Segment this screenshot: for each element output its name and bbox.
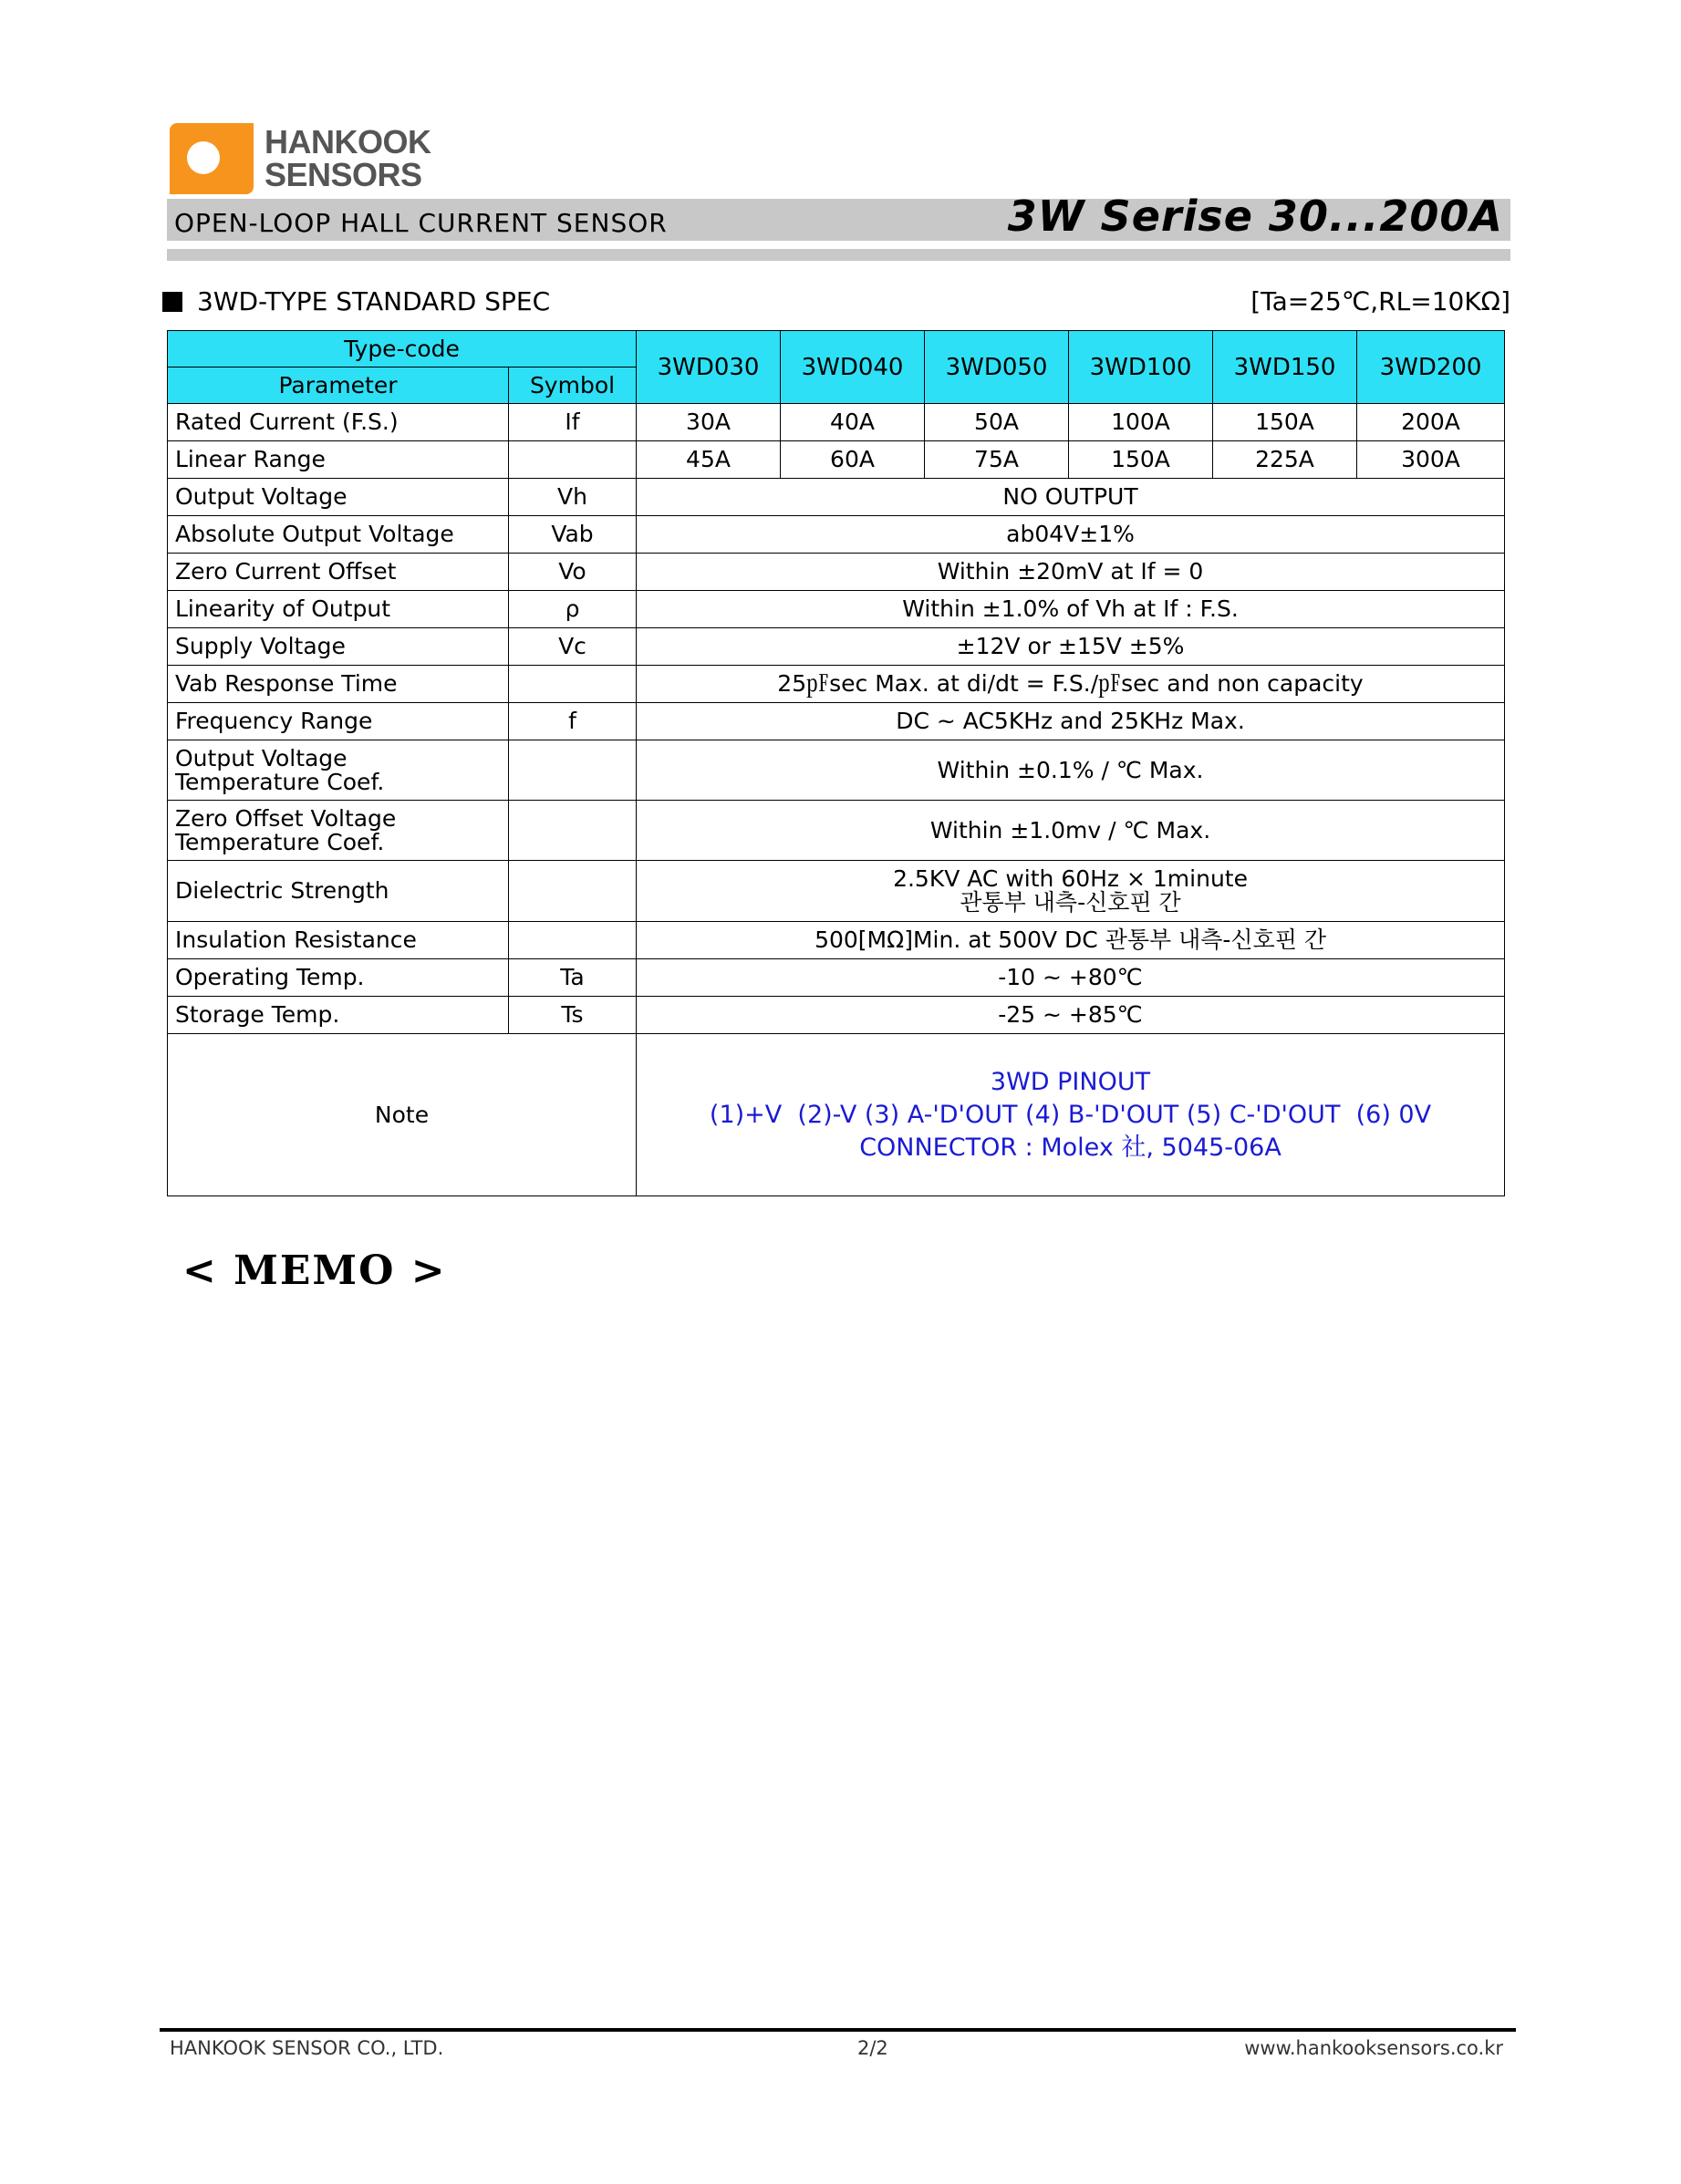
value-cell: 500[MΩ]Min. at 500V DC 관통부 내측-신호핀 간 bbox=[637, 922, 1505, 959]
type-code-header: Type-code bbox=[168, 331, 637, 367]
table-row bbox=[168, 997, 1505, 1034]
param-cell: Supply Voltage bbox=[168, 628, 509, 666]
value-cell: 300A bbox=[1357, 441, 1505, 479]
table-row bbox=[168, 801, 1505, 861]
param-cell: Linear Range bbox=[168, 441, 509, 479]
value-cell: 60A bbox=[781, 441, 925, 479]
logo-mark-icon bbox=[170, 123, 254, 194]
value-cell: Within ±0.1% / ℃ Max. bbox=[637, 740, 1505, 801]
table-row bbox=[168, 516, 1505, 554]
pinout-list: (1)+V (2)-V (3) A-'D'OUT (4) B-'D'OUT (5) C-'D'OUT (6) 0V bbox=[709, 1100, 1432, 1129]
footer-page-number: 2/2 bbox=[857, 2037, 888, 2059]
value-cell: Within ±20mV at If = 0 bbox=[637, 554, 1505, 591]
value-cell: 25㎊sec Max. at di/dt = F.S./㎊sec and non capacity bbox=[637, 666, 1505, 703]
spec-table bbox=[167, 330, 1505, 1196]
value-cell: Within ±1.0% of Vh at If : F.S. bbox=[637, 591, 1505, 628]
param-cell: Storage Temp. bbox=[168, 997, 509, 1034]
value-cell: 2.5KV AC with 60Hz × 1minute 관통부 내측-신호핀 간 bbox=[637, 861, 1505, 922]
table-row bbox=[168, 554, 1505, 591]
table-row bbox=[168, 740, 1505, 801]
pinout-title: 3WD PINOUT bbox=[990, 1067, 1151, 1096]
value-cell: 150A bbox=[1213, 404, 1357, 441]
header-band bbox=[167, 191, 1510, 241]
value-cell: ab04V±1% bbox=[637, 516, 1505, 554]
table-row bbox=[168, 703, 1505, 740]
symbol-cell bbox=[509, 861, 637, 922]
note-label: Note bbox=[168, 1034, 637, 1196]
symbol-cell: Vh bbox=[509, 479, 637, 516]
table-row bbox=[168, 861, 1505, 922]
test-conditions: [Ta=25℃,RL=10KΩ] bbox=[1250, 286, 1510, 316]
value-cell: 50A bbox=[925, 404, 1069, 441]
symbol-cell bbox=[509, 666, 637, 703]
company-logo bbox=[170, 123, 431, 194]
header-rule bbox=[167, 249, 1510, 261]
param-cell: Insulation Resistance bbox=[168, 922, 509, 959]
table-row bbox=[168, 479, 1505, 516]
header-subtitle: OPEN-LOOP HALL CURRENT SENSOR bbox=[174, 208, 668, 238]
symbol-cell: f bbox=[509, 703, 637, 740]
footer-rule bbox=[160, 2028, 1516, 2032]
footer-website: www.hankooksensors.co.kr bbox=[1244, 2037, 1503, 2059]
symbol-cell: Ta bbox=[509, 959, 637, 997]
symbol-cell: Vc bbox=[509, 628, 637, 666]
value-cell: Within ±1.0mv / ℃ Max. bbox=[637, 801, 1505, 861]
value-cell: 150A bbox=[1069, 441, 1213, 479]
model-header: 3WD040 bbox=[781, 331, 925, 404]
param-cell: Operating Temp. bbox=[168, 959, 509, 997]
model-header: 3WD200 bbox=[1357, 331, 1505, 404]
table-row bbox=[168, 666, 1505, 703]
symbol-cell bbox=[509, 740, 637, 801]
value-cell: DC ~ AC5KHz and 25KHz Max. bbox=[637, 703, 1505, 740]
model-header: 3WD100 bbox=[1069, 331, 1213, 404]
parameter-header: Parameter bbox=[168, 367, 509, 404]
symbol-header: Symbol bbox=[509, 367, 637, 404]
param-cell: Rated Current (F.S.) bbox=[168, 404, 509, 441]
table-row bbox=[168, 441, 1505, 479]
value-cell: -25 ~ +85℃ bbox=[637, 997, 1505, 1034]
table-row bbox=[168, 628, 1505, 666]
logo-text: HANKOOK SENSORS bbox=[265, 123, 431, 193]
model-header: 3WD050 bbox=[925, 331, 1069, 404]
value-cell: ±12V or ±15V ±5% bbox=[637, 628, 1505, 666]
symbol-cell bbox=[509, 922, 637, 959]
value-cell: 45A bbox=[637, 441, 781, 479]
header-series-title: 3W Serise 30...200A bbox=[1007, 191, 1503, 241]
param-cell: Absolute Output Voltage bbox=[168, 516, 509, 554]
symbol-cell: Ts bbox=[509, 997, 637, 1034]
table-row bbox=[168, 591, 1505, 628]
table-row bbox=[168, 922, 1505, 959]
value-cell: 40A bbox=[781, 404, 925, 441]
table-row bbox=[168, 404, 1505, 441]
connector-info: CONNECTOR : Molex 社, 5045-06A bbox=[859, 1133, 1282, 1162]
square-bullet-icon bbox=[162, 292, 182, 312]
value-cell: 100A bbox=[1069, 404, 1213, 441]
symbol-cell: Vo bbox=[509, 554, 637, 591]
param-cell: Linearity of Output bbox=[168, 591, 509, 628]
model-header: 3WD030 bbox=[637, 331, 781, 404]
footer-company: HANKOOK SENSOR CO., LTD. bbox=[170, 2037, 444, 2059]
param-cell: Output Voltage bbox=[168, 479, 509, 516]
symbol-cell bbox=[509, 801, 637, 861]
value-cell: NO OUTPUT bbox=[637, 479, 1505, 516]
section-title: 3WD-TYPE STANDARD SPEC bbox=[162, 286, 550, 316]
param-cell: Frequency Range bbox=[168, 703, 509, 740]
model-header: 3WD150 bbox=[1213, 331, 1357, 404]
value-cell: 75A bbox=[925, 441, 1069, 479]
table-row bbox=[168, 959, 1505, 997]
value-cell: 30A bbox=[637, 404, 781, 441]
param-cell: Dielectric Strength bbox=[168, 861, 509, 922]
param-cell: Vab Response Time bbox=[168, 666, 509, 703]
param-cell: Output Voltage Temperature Coef. bbox=[168, 740, 509, 801]
memo-heading: < MEMO > bbox=[182, 1247, 447, 1294]
symbol-cell bbox=[509, 441, 637, 479]
symbol-cell: If bbox=[509, 404, 637, 441]
note-row bbox=[168, 1034, 1505, 1196]
param-cell: Zero Current Offset bbox=[168, 554, 509, 591]
symbol-cell: ρ bbox=[509, 591, 637, 628]
symbol-cell: Vab bbox=[509, 516, 637, 554]
value-cell: 225A bbox=[1213, 441, 1357, 479]
param-cell: Zero Offset Voltage Temperature Coef. bbox=[168, 801, 509, 861]
value-cell: -10 ~ +80℃ bbox=[637, 959, 1505, 997]
value-cell: 200A bbox=[1357, 404, 1505, 441]
note-content bbox=[637, 1034, 1505, 1196]
